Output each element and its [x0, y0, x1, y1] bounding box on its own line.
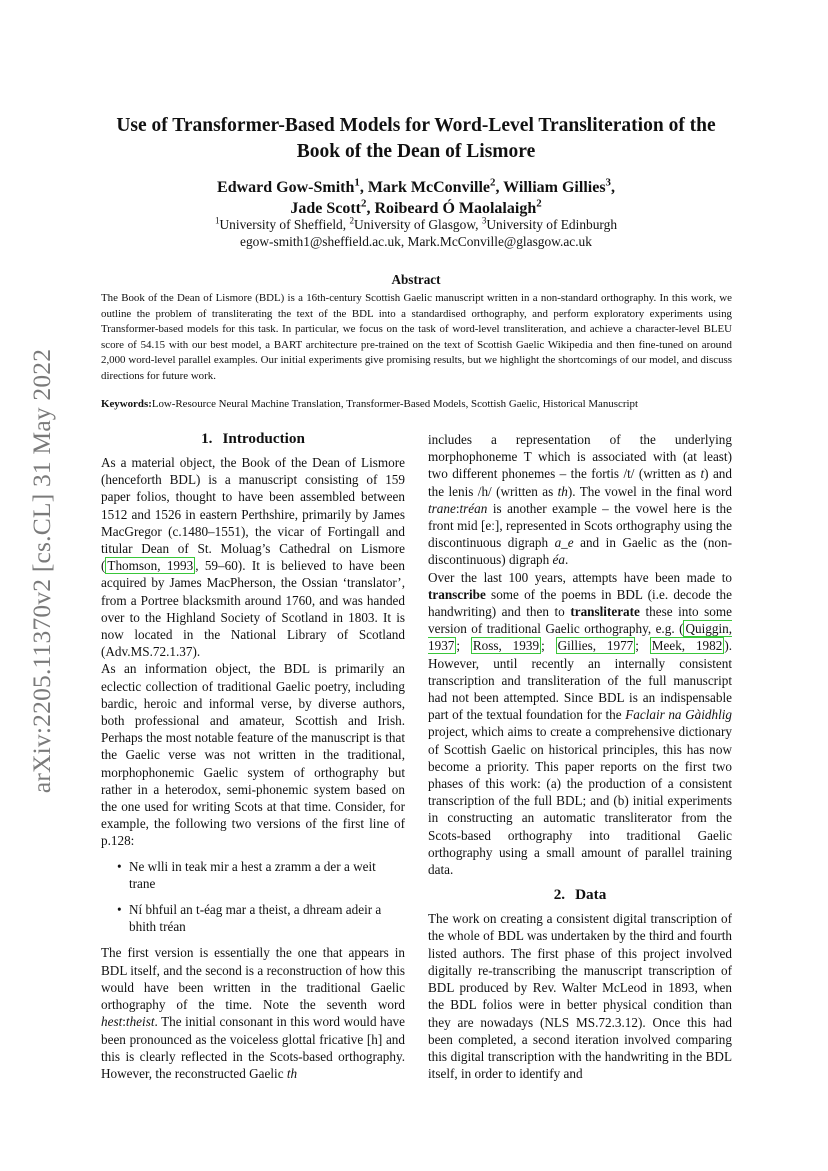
author-line-2	[100, 198, 732, 219]
abstract-text: The Book of the Dean of Lismore (BDL) is a 16th-century Scottish Gaelic manuscript written in a non-standard orthography. In this work, we outline the problem of transliterating the text of the BDL into a standardised orthography, and perform exploratory experiments using Transformer-based models for this task. In particular, we focus on the task of word-level transliteration, and achieve a character-level BLEU score of 54.15 with our best model, a BART architecture pre-trained on the text of Scottish Gaelic Wikipedia and then fine-tuned on around 2,000 word-level parallel examples. Our initial experiments give promising results, but we highlight the shortcomings of our model, and discuss directions for future work.	[101, 292, 732, 382]
section-heading-data	[428, 885, 732, 905]
text-run: these into some version of traditional Gaelic orthography, e.g. (	[428, 604, 733, 637]
affiliation-mark: 2	[349, 215, 354, 226]
text-run: . The initial consonant in this word would have been pronounced as the voiceless glottal fricative [h] and this is clearly reflected in the Scots-based orthography. However, the reconstructed Gaelic	[101, 1014, 405, 1081]
section-number: 2.	[553, 886, 566, 904]
text-run: includes a representation of the underlying morphophoneme T which is associated with (at least) two different phonemes – the fortis /t/ (written as	[428, 432, 732, 482]
affiliation-mark: 3	[605, 176, 611, 189]
affiliation-name: University of Sheffield,	[219, 217, 350, 232]
affiliation-mark: 1	[354, 176, 360, 189]
paragraph: As an information object, the BDL is primarily an eclectic collection of traditional Gaelic poetry, including bardic, heroic and informal verse, by diverse authors, both professional and amateur, Scottish and Irish. Perhaps the most notable feature of the manuscript is that the Gaelic verse was not written in the traditional, morphophonemic Gaelic system of orthography but rather in a heterodox, semi-phonemic system based on the one used for writing Scots at that time. Consider, for example, the following two versions of the first line of p.128:	[101, 661, 405, 849]
italic-term: th	[286, 1065, 298, 1081]
paragraph	[428, 569, 732, 879]
affiliation-mark: 2	[490, 176, 496, 189]
author-name: Edward Gow-Smith	[217, 179, 355, 196]
citation-link[interactable]: Quiggin, 1937	[428, 621, 732, 654]
author-emails: egow-smith1@sheffield.ac.uk, Mark.McConville@glasgow.ac.uk	[240, 233, 592, 249]
italic-term: tréan	[459, 500, 488, 516]
text-run: :	[122, 1014, 126, 1030]
citation-link[interactable]: Meek, 1982	[651, 638, 723, 654]
text-run: ;	[541, 638, 556, 654]
author-name: , Mark McConville	[359, 179, 491, 196]
affiliation-name: University of Edinburgh	[486, 217, 618, 232]
citation-link[interactable]: Gillies, 1977	[557, 638, 634, 654]
paper-title: Use of Transformer-Based Models for Word-Level Transliteration of the Book of the Dean of Lismore	[116, 115, 716, 162]
text-run: The first version is essentially the one that appears in BDL itself, and the second is a reconstruction of how this would have been written in the traditional Gaelic orthography of the time. Note the seventh word	[101, 945, 405, 1013]
italic-term: theist	[125, 1014, 155, 1030]
italic-term: éa	[552, 552, 565, 568]
section-number: 1.	[201, 430, 213, 447]
keywords-label: Keywords:	[101, 398, 152, 410]
author-name: , Roibeard Ó Maolalaigh	[366, 200, 537, 217]
text-run: .	[565, 552, 569, 568]
bold-term: transliterate	[570, 604, 640, 620]
author-separator: ,	[610, 179, 615, 196]
left-column	[101, 429, 405, 1082]
author-list	[100, 177, 732, 219]
list-item: • Ne wlli in teak mir a hest a zramm a der a weit trane	[101, 858, 405, 892]
text-run: ) and the lenis /h/ (written as	[428, 466, 732, 499]
example-list	[101, 858, 405, 936]
affiliation-name: University of Glasgow,	[354, 217, 482, 232]
affiliation-mark: 2	[361, 197, 367, 210]
citation-link[interactable]: Ross, 1939	[472, 638, 540, 654]
text-run: is another example – the vowel here is the front mid [eː], represented in Scots orthography using the discontinuous digraph	[428, 500, 732, 551]
citation-link[interactable]: Thomson, 1993	[107, 558, 194, 574]
text-run: :	[455, 500, 460, 516]
text-run: ;	[456, 638, 471, 654]
author-name: Jade Scott	[290, 200, 361, 217]
affiliation-mark: 2	[536, 197, 542, 210]
italic-term: a_e	[554, 535, 574, 551]
affiliations	[100, 217, 732, 250]
paragraph: The work on creating a consistent digital transcription of the whole of BDL was undertaken by the third and fourth listed authors. The first phase of this project involved digitally re-transcribing the manuscript transcription of BDL produced by Rev. Walter McLeod in 1893, when the BDL folios were in better physical condition than they are nowadays (NLS MS.72.3.12). Once this had been completed, a second iteration involved comparing this digital transcription with the handwriting in the BDL itself, in order to identify and	[428, 911, 732, 1082]
affiliation-mark: 1	[214, 215, 220, 226]
section-title: Introduction	[222, 430, 305, 447]
affiliation-line	[100, 217, 732, 234]
italic-term: th	[557, 483, 568, 499]
arxiv-stamp	[22, 258, 62, 883]
right-column	[428, 431, 732, 1082]
paragraph	[428, 431, 732, 569]
author-line-1	[100, 177, 732, 198]
bold-term: transcribe	[428, 586, 486, 602]
section-title: Data	[575, 886, 607, 904]
text-run: Over the last 100 years, attempts have been made to	[428, 569, 732, 585]
text-run: ). The vowel in the final word	[567, 483, 733, 499]
text-run: As a material object, the Book of the Dean of Lismore (henceforth BDL) is a manuscript consisting of 159 paper folios, thought to have been assembled between 1512 and 1526 in eastern Perthshire, primarily by James MacGregor (c.1480–1551), the vicar of Fortingall and titular Dean of St. Moluag’s Cathedral on Lismore (	[101, 455, 405, 574]
italic-term: t	[700, 466, 705, 482]
italic-term: Faclair na Gàidhlig	[625, 707, 733, 723]
italic-term: hest	[101, 1014, 123, 1030]
abstract-heading: Abstract	[391, 272, 441, 287]
text-run: ). However, until recently an internally consistent transcription and transliteration of the full manuscript had not been attempted. Since BDL is an indispensable part of the textual foundation for the	[428, 638, 733, 723]
author-name: , William Gillies	[495, 179, 606, 196]
paragraph	[101, 944, 405, 1082]
keywords-text: Low-Resource Neural Machine Translation, Transformer-Based Models, Scottish Gaelic, Historical Manuscript	[151, 398, 638, 410]
italic-term: trane	[428, 500, 456, 516]
text-run: some of the poems in BDL (i.e. decode the handwriting) and then to	[428, 586, 732, 620]
list-item: • Ní bhfuil an t-éag mar a theist, a dhream adeir a bhith tréan	[101, 901, 405, 935]
section-heading-introduction	[101, 429, 405, 449]
paragraph	[101, 454, 405, 660]
text-run: and in Gaelic as the (non-discontinuous) digraph	[428, 535, 732, 568]
keywords	[101, 397, 732, 412]
text-run: project, which aims to create a comprehensive dictionary of Scottish Gaelic on historical principles, this has now become a priority. This paper reports on the first two phases of this work: (a) the production of a consistent transcription of the full BDL; and (b) initial experiments in constructing an automatic transliterator from the Scots-based orthography into traditional Gaelic orthography using a small amount of parallel training data.	[428, 724, 732, 878]
text-run: , 59–60). It is believed to have been acquired by James MacPherson, the Ossian ‘translator’, from a Portree blacksmith around 1760, and was handed over to the Highland Society of Scotland in 1803. It is now located in the National Library of Scotland (Adv.MS.72.1.37).	[101, 558, 405, 660]
arxiv-id: arXiv:2205.11370v2 [cs.CL] 31 May 2022	[27, 348, 57, 793]
text-run: ;	[635, 638, 650, 654]
affiliation-mark: 3	[481, 215, 487, 226]
